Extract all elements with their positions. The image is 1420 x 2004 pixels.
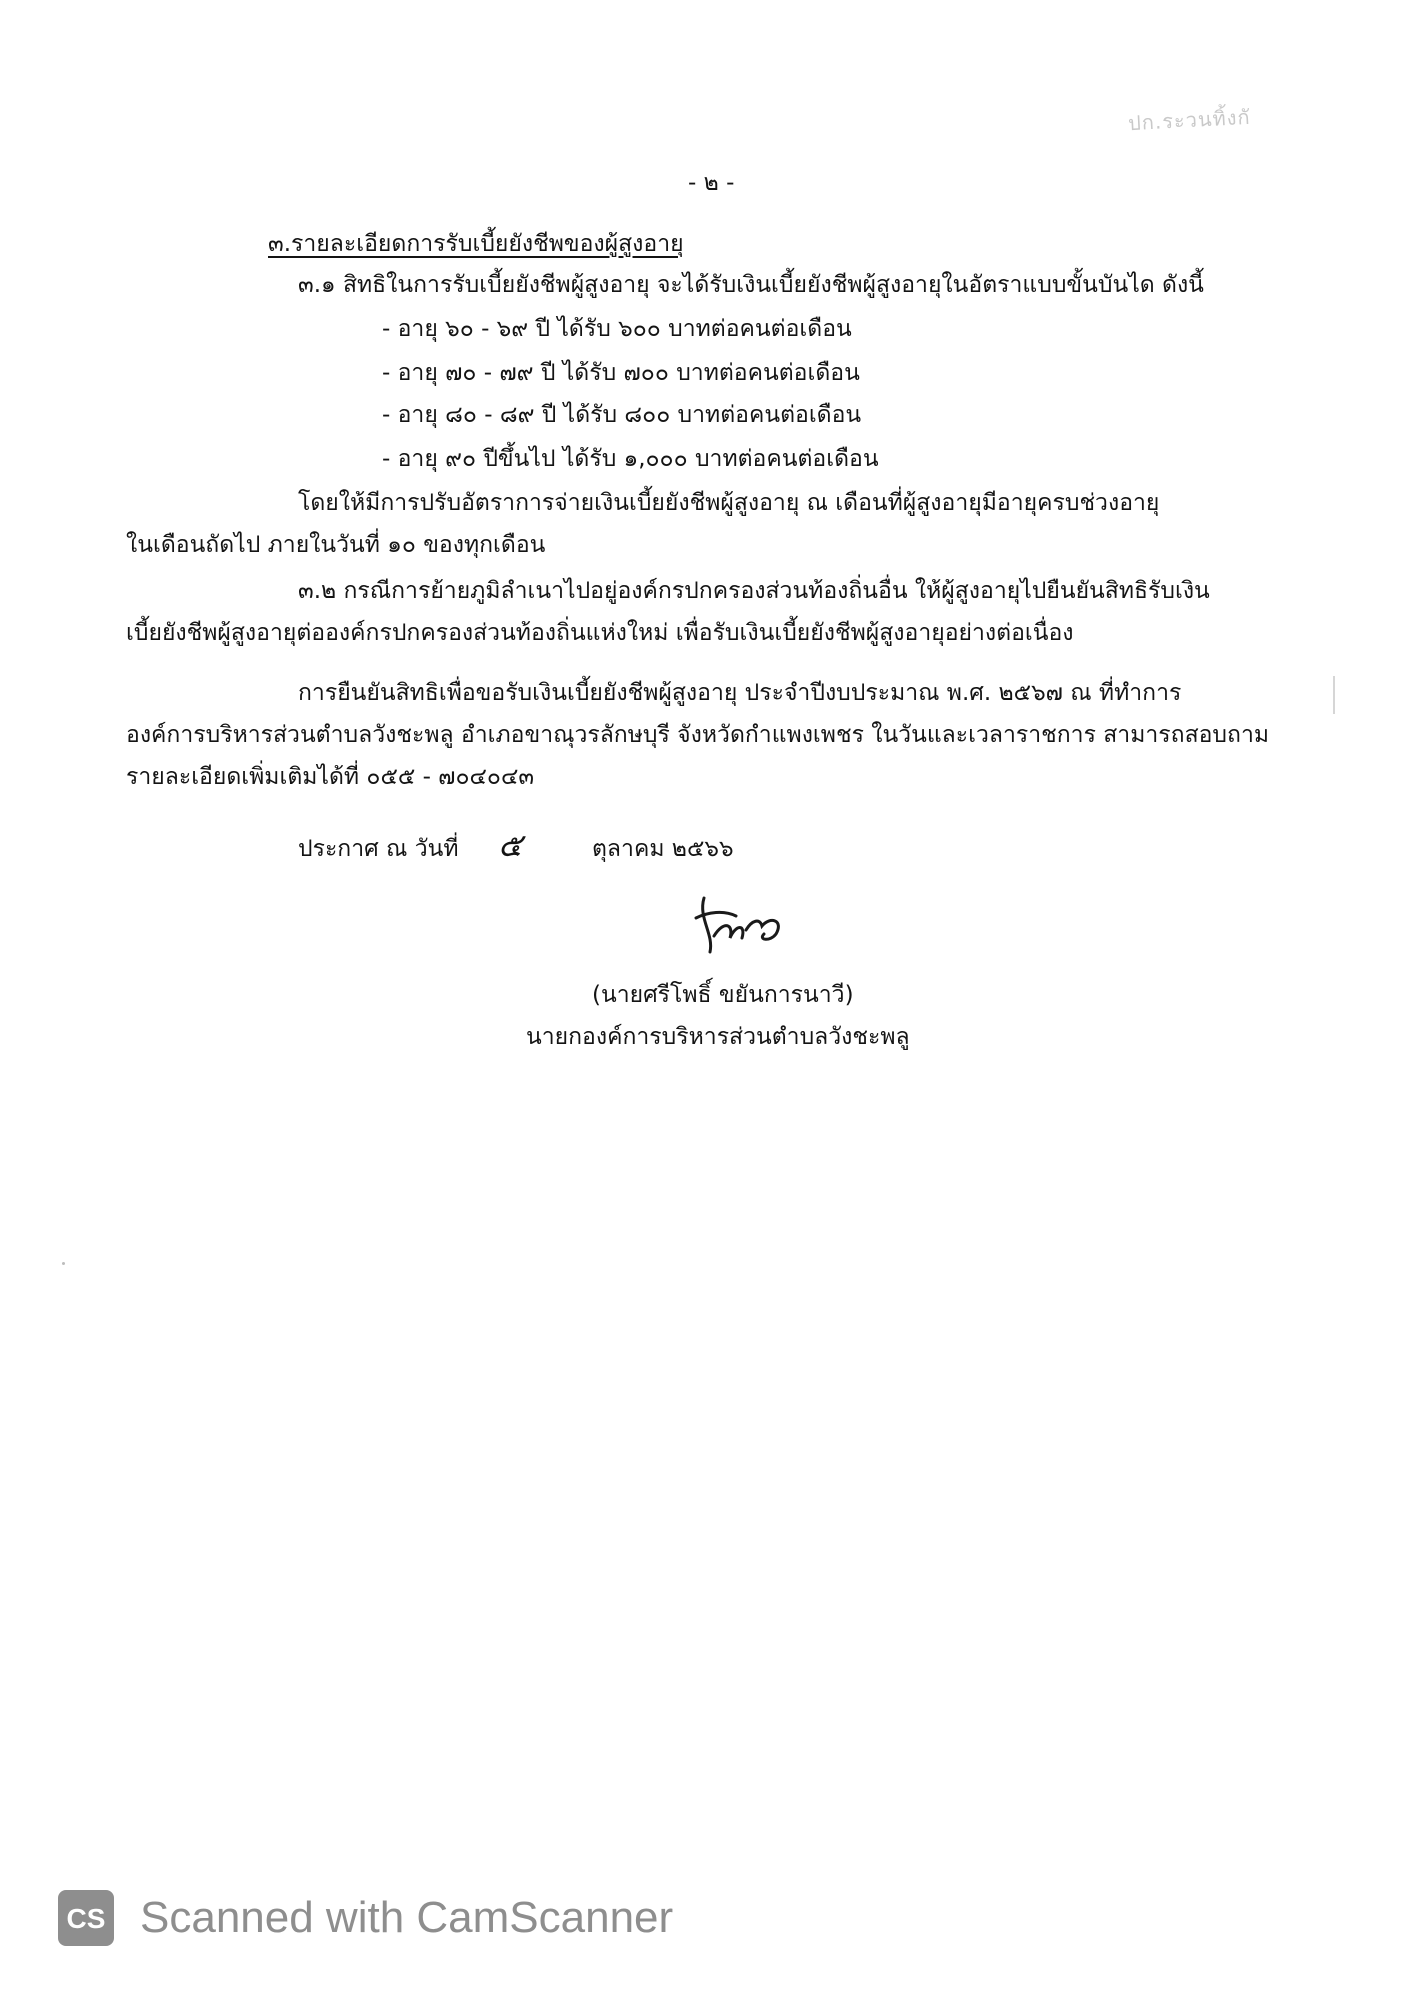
rate-row: - อายุ ๘๐ - ๘๙ ปี ได้รับ ๘๐๐ บาทต่อคนต่อเดือน (382, 402, 862, 428)
adjust-paragraph-line-1: โดยให้มีการปรับอัตราการจ่ายเงินเบี้ยยังชีพผู้สูงอายุ ณ เดือนที่ผู้สูงอายุมีอายุครบช่วงอายุ (298, 490, 1160, 516)
page-number: - ๒ - (688, 170, 735, 196)
adjust-paragraph-line-2: ในเดือนถัดไป ภายในวันที่ ๑๐ ของทุกเดือน (126, 532, 546, 558)
announce-day-handwritten: ๕ (498, 826, 523, 864)
confirm-paragraph-line-1: การยืนยันสิทธิเพื่อขอรับเงินเบี้ยยังชีพผู้สูงอายุ ประจำปีงบประมาณ พ.ศ. ๒๕๖๗ ณ ที่ทำการ (298, 680, 1182, 706)
camscanner-logo-icon (56, 1888, 116, 1948)
svg-text:CS: CS (66, 1903, 106, 1934)
announce-prefix: ประกาศ ณ วันที่ (298, 836, 459, 862)
item-3-2-line-1: ๓.๒ กรณีการย้ายภูมิลำเนาไปอยู่องค์กรปกครองส่วนท้องถิ่นอื่น ให้ผู้สูงอายุไปยืนยันสิทธิรับเงิน (298, 578, 1210, 604)
section-heading: ๓.รายละเอียดการรับเบี้ยยังชีพของผู้สูงอายุ (268, 231, 684, 257)
signer-name: (นายศรีโพธิ์ ขยันการนาวี) (592, 982, 854, 1008)
rate-row: - อายุ ๖๐ - ๖๙ ปี ได้รับ ๖๐๐ บาทต่อคนต่อเดือน (382, 316, 852, 342)
signature (684, 890, 794, 960)
confirm-paragraph-line-3: รายละเอียดเพิ่มเติมได้ที่ ๐๕๕ - ๗๐๔๐๔๓ (126, 764, 535, 790)
rate-row: - อายุ ๗๐ - ๗๙ ปี ได้รับ ๗๐๐ บาทต่อคนต่อเดือน (382, 360, 860, 386)
item-3-2-line-2: เบี้ยยังชีพผู้สูงอายุต่อองค์กรปกครองส่วนท้องถิ่นแห่งใหม่ เพื่อรับเงินเบี้ยยังชีพผู้สูงอายุอย่างต่อเนื่อง (126, 620, 1074, 646)
camscanner-watermark-text: Scanned with CamScanner (140, 1893, 674, 1942)
announce-month-year: ตุลาคม ๒๕๖๖ (592, 836, 734, 862)
scan-speck (62, 1262, 65, 1265)
signer-position: นายกองค์การบริหารส่วนตำบลวังชะพลู (526, 1024, 910, 1050)
scan-margin-mark (1333, 676, 1335, 714)
item-3-1-intro: ๓.๑ สิทธิในการรับเบี้ยยังชีพผู้สูงอายุ จะได้รับเงินเบี้ยยังชีพผู้สูงอายุในอัตราแบบขั้นบันได ดังนี้ (298, 272, 1204, 298)
confirm-paragraph-line-2: องค์การบริหารส่วนตำบลวังชะพลู อำเภอขาณุวรลักษบุรี จังหวัดกำแพงเพชร ในวันและเวลาราชการ สามารถสอบถาม (126, 722, 1270, 748)
corner-stamp: ปก.ระวนทิ้งกั (1127, 104, 1252, 136)
rate-row: - อายุ ๙๐ ปีขึ้นไป ได้รับ ๑,๐๐๐ บาทต่อคนต่อเดือน (382, 446, 879, 472)
